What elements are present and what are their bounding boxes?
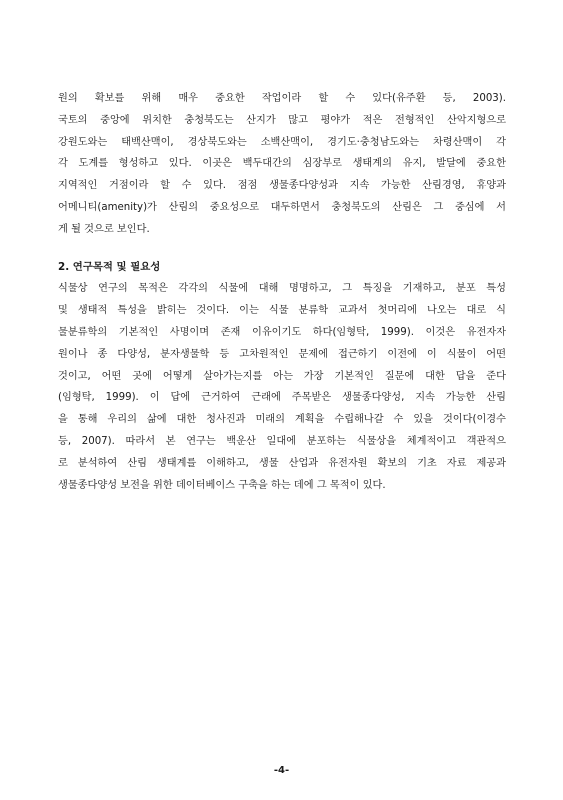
text-line: 각 도계를 형성하고 있다. 이곳은 백두대간의 심장부로 생태계의 유지, 발달에 중요한: [58, 158, 506, 170]
text-line: 식물상 연구의 목적은 각각의 식물에 대해 명명하고, 그 특징을 기재하고, 분포 특성: [58, 283, 506, 295]
text-line: 국토의 중앙에 위치한 충청북도는 산지가 많고 평야가 적은 전형적인 산악지형으로: [58, 114, 506, 126]
text-line: 등, 2007). 따라서 본 연구는 백운산 일대에 분포하는 식물상을 체계적이고 객관적으: [58, 435, 506, 447]
text-line: 어메니티(amenity)가 산림의 중요성으로 대두하면서 충청북도의 산림은 그 중심에 서: [58, 201, 506, 213]
text-line: 원이나 종 다양성, 분자생물학 등 고차원적인 문제에 접근하기 이전에 이 식물이 어떤: [58, 348, 506, 360]
text-line: (임형탁, 1999). 이 답에 근거하여 근래에 주목받은 생물종다양성, 지속 가능한 산림: [58, 392, 506, 404]
text-line: 로 분석하여 산림 생태계를 이해하고, 생물 산업과 유전자원 확보의 기초 자료 제공과: [58, 457, 506, 469]
paragraph-intro: [58, 88, 506, 241]
text-line: 게 될 것으로 보인다.: [58, 223, 150, 235]
document-body: [58, 88, 506, 496]
text-line: 물분류학의 기본적인 사명이며 존재 이유이기도 하다(임형탁, 1999). 이것은 유전자자: [58, 326, 506, 338]
page-number: -4-: [273, 765, 290, 776]
text-line: 강원도와는 태백산맥이, 경상북도와는 소백산맥이, 경기도·충청남도와는 차령산맥이 각: [58, 136, 506, 148]
text-line: 생물종다양성 보전을 위한 데이터베이스 구축을 하는 데에 그 목적이 있다.: [58, 479, 386, 491]
paragraph-purpose: [58, 278, 506, 496]
text-line: 원의 확보를 위해 매우 중요한 작업이라 할 수 있다(유주환 등, 2003).: [58, 93, 506, 104]
text-line: 및 생태적 특성을 밝히는 것이다. 이는 식물 분류학 교과서 첫머리에 나오는 대로 식: [58, 305, 506, 317]
text-line: 지역적인 거점이라 할 수 있다. 점점 생물종다양성과 지속 가능한 산림경영, 휴양과: [58, 180, 506, 192]
text-line: 을 통해 우리의 삶에 대한 청사진과 미래의 계획을 수립해나갈 수 있을 것이다(이경수: [58, 414, 506, 426]
section-heading: 2. 연구목적 및 필요성: [58, 260, 161, 273]
text-line: 것이고, 어떤 곳에 어떻게 살아가는지를 아는 가장 기본적인 질문에 대한 답을 준다: [58, 370, 506, 382]
